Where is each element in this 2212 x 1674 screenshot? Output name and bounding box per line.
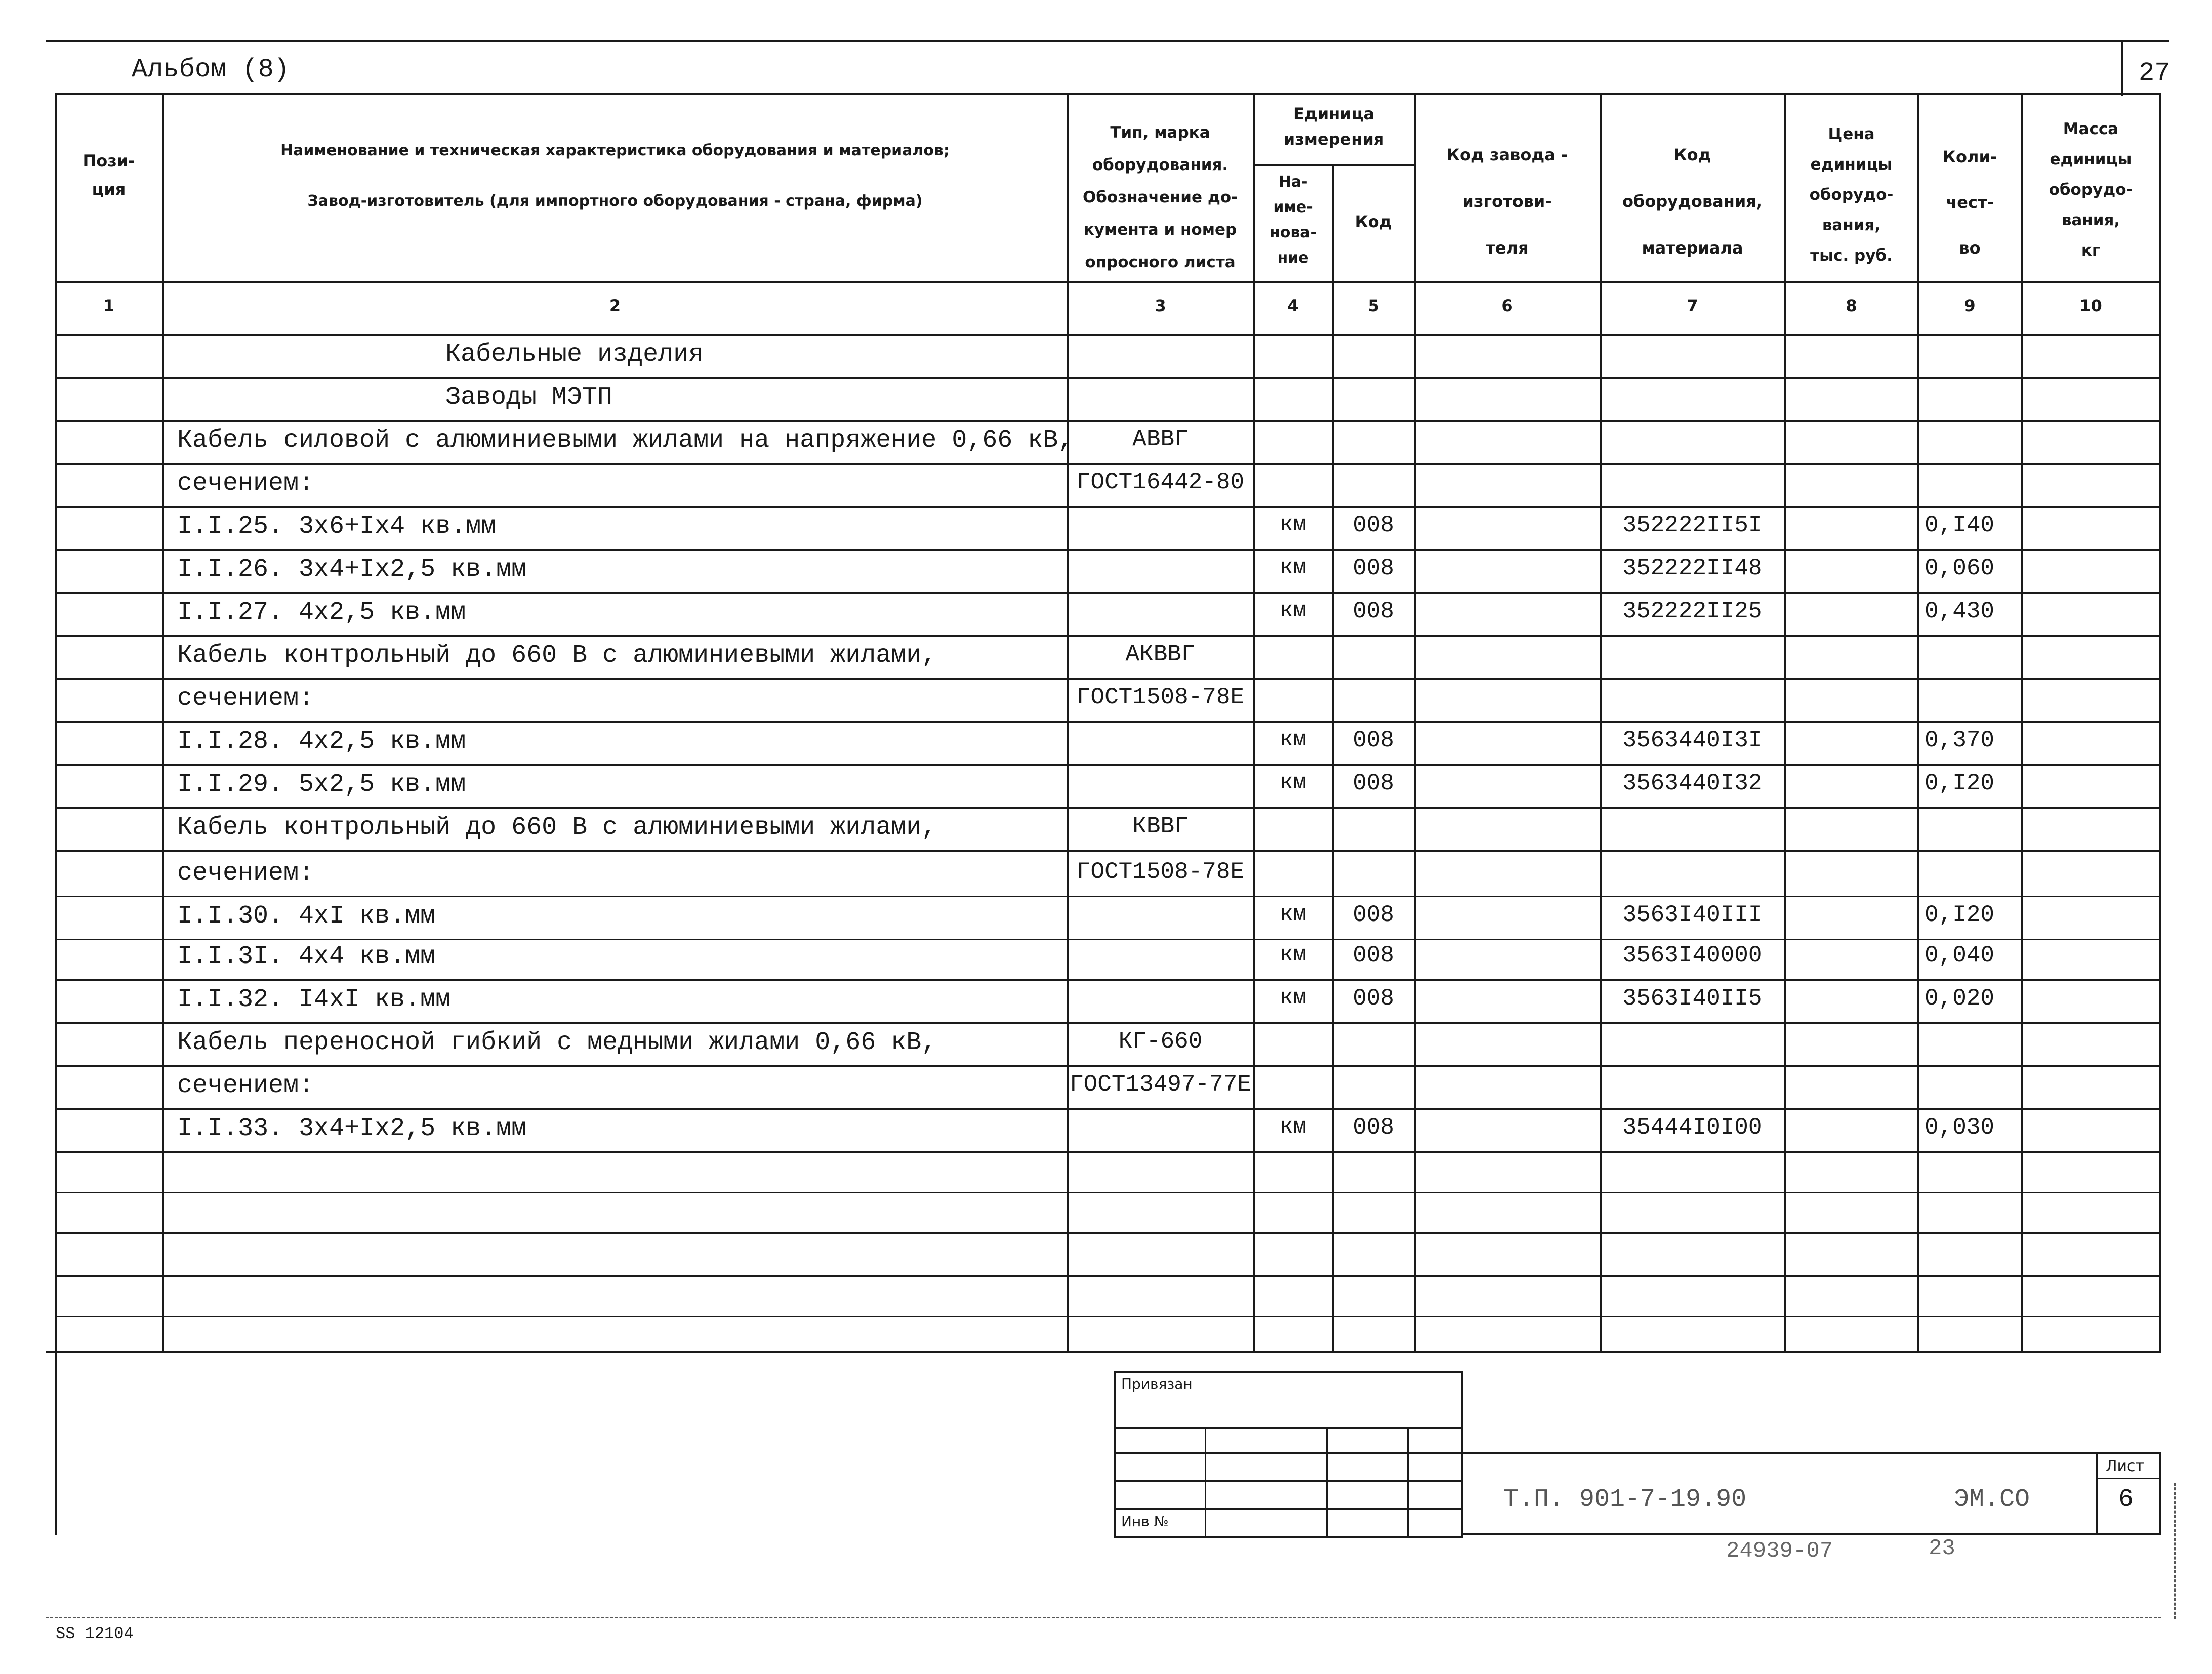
blank-row-separator xyxy=(55,1275,2161,1277)
item-name: I.I.26. 3х4+Iх2,5 кв.мм xyxy=(177,555,527,584)
footer-code: SS 12104 xyxy=(56,1624,134,1643)
item-material-code: 352222II48 xyxy=(1622,555,1763,581)
stamp-line-4 xyxy=(1114,1508,1463,1510)
row-separator xyxy=(55,721,2161,723)
item-material-code: 3563I40II5 xyxy=(1622,985,1763,1012)
item-name: сечением: xyxy=(177,1071,314,1100)
item-name: I.I.27. 4х2,5 кв.мм xyxy=(177,598,466,627)
stamp-sheet-label: Лист xyxy=(2106,1457,2145,1475)
row-separator xyxy=(55,635,2161,637)
column-number-3: 3 xyxy=(1155,296,1166,315)
row-separator xyxy=(55,979,2161,981)
column-number-5: 5 xyxy=(1368,296,1379,315)
stamp-privyazan: Привязан xyxy=(1121,1375,1193,1392)
stamp-line-1 xyxy=(1114,1427,1463,1429)
item-name: сечением: xyxy=(177,469,314,498)
item-quantity: 0,030 xyxy=(1924,1114,1995,1141)
header-name-line2: Завод-изготовитель (для импортного оборудования - страна, фирма) xyxy=(307,192,923,210)
row-separator xyxy=(55,764,2161,766)
section-heading: Заводы МЭТП xyxy=(445,383,613,412)
stamp-line-2 xyxy=(1114,1452,1463,1454)
item-name: сечением: xyxy=(177,684,314,713)
item-unit: км xyxy=(1280,942,1306,968)
item-type: ГОСТ13497-77Е xyxy=(1070,1071,1251,1098)
top-page-number: 27 xyxy=(2139,58,2170,88)
row-separator xyxy=(55,506,2161,508)
header-unit-name: На- име- нова- ние xyxy=(1269,173,1317,267)
item-name: I.I.3I. 4х4 кв.мм xyxy=(177,942,436,971)
stamp-vline-1 xyxy=(1205,1427,1206,1536)
item-material-code: 3563440I32 xyxy=(1622,770,1763,797)
stamp-line-3 xyxy=(1114,1480,1463,1482)
item-type: КВВГ xyxy=(1132,813,1189,840)
column-number-1: 1 xyxy=(103,296,115,315)
header-unit-mass: Масса единицы оборудо- вания, кг xyxy=(2049,120,2133,260)
row-separator xyxy=(55,850,2161,852)
item-unit-code: 008 xyxy=(1353,1114,1395,1141)
item-name: I.I.30. 4хI кв.мм xyxy=(177,902,436,931)
item-unit-code: 008 xyxy=(1353,902,1395,928)
item-unit: км xyxy=(1280,1114,1306,1140)
row-separator xyxy=(55,549,2161,551)
stamp-vline-2 xyxy=(1326,1427,1328,1536)
item-quantity: 0,430 xyxy=(1924,598,1995,624)
column-number-9: 9 xyxy=(1964,296,1976,315)
item-quantity: 0,020 xyxy=(1924,985,1995,1012)
item-material-code: 35444I0I00 xyxy=(1622,1114,1763,1141)
column-number-10: 10 xyxy=(2079,296,2102,315)
stamp-bottom-code: 24939-07 xyxy=(1726,1538,1833,1564)
blank-row-separator xyxy=(55,1151,2161,1153)
item-unit-code: 008 xyxy=(1353,985,1395,1012)
stamp-bottom-page: 23 xyxy=(1929,1536,1955,1561)
row-separator xyxy=(55,1022,2161,1024)
bottom-dashed-line xyxy=(46,1617,2161,1618)
item-unit: км xyxy=(1280,770,1306,796)
row-separator xyxy=(55,592,2161,594)
column-number-7: 7 xyxy=(1687,296,1698,315)
blank-row-separator xyxy=(55,1316,2161,1317)
stamp-main-top xyxy=(1463,1452,2161,1454)
header-bottom-line xyxy=(55,281,2161,283)
item-material-code: 352222II5I xyxy=(1622,512,1763,538)
item-unit: км xyxy=(1280,598,1306,623)
numbers-bottom-line xyxy=(55,334,2161,336)
item-unit: км xyxy=(1280,555,1306,580)
item-name: Кабель контрольный до 660 В с алюминиевыми жилами, xyxy=(177,641,937,670)
stamp-inv-no: Инв № xyxy=(1121,1513,1169,1530)
stamp-doc-section: ЭМ.СО xyxy=(1954,1485,2030,1514)
item-type: ГОСТ1508-78Е xyxy=(1076,684,1245,710)
col-line-4 xyxy=(1332,164,1334,1351)
item-unit-code: 008 xyxy=(1353,598,1395,624)
top-border-line xyxy=(46,40,2169,42)
row-separator xyxy=(55,377,2161,379)
row-separator xyxy=(55,678,2161,680)
header-unit-group: Единица измерения xyxy=(1283,104,1384,149)
blank-row-separator xyxy=(55,1232,2161,1234)
row-separator xyxy=(55,1108,2161,1110)
header-type: Тип, марка оборудования. Обозначение до- кумента и номер опросного листа xyxy=(1082,123,1238,271)
stamp-doc-code: Т.П. 901-7-19.90 xyxy=(1503,1485,1747,1514)
item-name: I.I.25. 3х6+Iх4 кв.мм xyxy=(177,512,497,541)
item-name: Кабель силовой с алюминиевыми жилами на напряжение 0,66 кВ, xyxy=(177,426,1074,455)
column-number-4: 4 xyxy=(1287,296,1299,315)
item-material-code: 3563440I3I xyxy=(1622,727,1763,754)
header-quantity: Коли- чест- во xyxy=(1942,147,1997,258)
item-name: I.I.33. 3х4+Iх2,5 кв.мм xyxy=(177,1114,527,1143)
item-name: Кабель контрольный до 660 В с алюминиевыми жилами, xyxy=(177,813,937,842)
row-separator xyxy=(55,420,2161,422)
item-type: ГОСТ16442-80 xyxy=(1076,469,1245,495)
item-material-code: 352222II25 xyxy=(1622,598,1763,624)
item-type: КГ-660 xyxy=(1118,1028,1203,1055)
item-unit-code: 008 xyxy=(1353,770,1395,797)
row-separator xyxy=(55,463,2161,465)
item-quantity: 0,040 xyxy=(1924,942,1995,969)
stamp-sheet-number: 6 xyxy=(2118,1485,2134,1514)
right-dashed-line xyxy=(2174,1483,2176,1619)
item-material-code: 3563I40000 xyxy=(1622,942,1763,969)
blank-row-separator xyxy=(55,1192,2161,1193)
stamp-sheet-divider xyxy=(2096,1478,2161,1479)
row-separator xyxy=(55,939,2161,940)
page-number-box-divider xyxy=(2121,40,2123,96)
item-quantity: 0,370 xyxy=(1924,727,1995,754)
item-unit-code: 008 xyxy=(1353,512,1395,538)
album-label: Альбом (8) xyxy=(132,55,290,85)
section-heading: Кабельные изделия xyxy=(445,340,704,369)
item-quantity: 0,I20 xyxy=(1924,770,1995,797)
header-name-line1: Наименование и техническая характеристика оборудования и материалов; xyxy=(280,142,950,159)
item-type: АКВВГ xyxy=(1125,641,1196,667)
item-name: I.I.32. I4хI кв.мм xyxy=(177,985,451,1014)
row-separator xyxy=(55,807,2161,809)
column-number-8: 8 xyxy=(1846,296,1857,315)
item-type: ГОСТ1508-78Е xyxy=(1076,859,1245,885)
item-unit-code: 008 xyxy=(1353,555,1395,581)
item-material-code: 3563I40III xyxy=(1622,902,1763,928)
row-separator xyxy=(55,896,2161,897)
item-unit: км xyxy=(1280,512,1306,537)
item-name: сечением: xyxy=(177,859,314,888)
item-name: I.I.29. 5х2,5 кв.мм xyxy=(177,770,466,799)
item-name: Кабель переносной гибкий с медными жилами 0,66 кВ, xyxy=(177,1028,937,1057)
header-position: Пози- ция xyxy=(83,151,135,199)
stamp-main-bottom xyxy=(1463,1533,2161,1535)
table-bottom-line xyxy=(46,1351,2161,1353)
stamp-vline-3 xyxy=(1407,1427,1409,1536)
column-number-2: 2 xyxy=(609,296,621,315)
item-name: I.I.28. 4х2,5 кв.мм xyxy=(177,727,466,756)
item-quantity: 0,I40 xyxy=(1924,512,1995,538)
row-separator xyxy=(55,1065,2161,1067)
item-unit: км xyxy=(1280,985,1306,1011)
table-top-line xyxy=(55,93,2161,95)
item-unit: км xyxy=(1280,727,1306,752)
item-unit-code: 008 xyxy=(1353,942,1395,969)
item-type: АВВГ xyxy=(1132,426,1189,452)
item-unit-code: 008 xyxy=(1353,727,1395,754)
item-quantity: 0,I20 xyxy=(1924,902,1995,928)
header-plant-code: Код завода - изготови- теля xyxy=(1446,145,1568,258)
item-unit: км xyxy=(1280,902,1306,927)
header-unit-price: Цена единицы оборудо- вания, тыс. руб. xyxy=(1809,125,1894,265)
header-material-code: Код оборудования, материала xyxy=(1622,145,1763,258)
item-quantity: 0,060 xyxy=(1924,555,1995,581)
column-number-6: 6 xyxy=(1501,296,1513,315)
header-unit-code: Код xyxy=(1355,212,1392,231)
